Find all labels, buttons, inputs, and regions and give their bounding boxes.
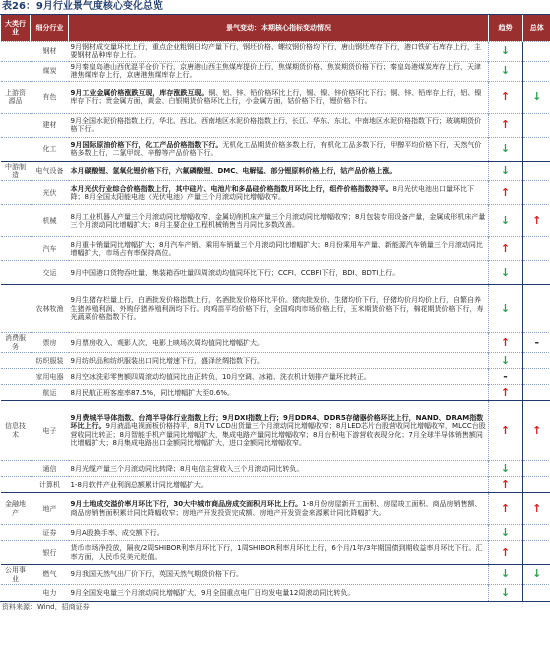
table-row: [1, 565, 550, 585]
trend-arrow-icon: ↓: [489, 61, 523, 81]
industry-cell: 化工: [42, 144, 57, 153]
description-highlight: 本月光伏行业综合价格指数上行，其中硅片、电池片和多晶硅价格指数月环比上行，组件价格指数持平。: [70, 184, 393, 193]
description-text: 8月民航正班客座率87.5%，同比增幅扩大至0.6%。: [70, 388, 234, 397]
description-text: 9月全国发电量三个月滚动同比增幅扩大，9月全国重点电厂日均发电量12周滚动同比转负。: [70, 588, 355, 597]
trend-arrow-icon: ↑: [489, 401, 523, 461]
table-row: [1, 285, 550, 333]
description-cell: [69, 161, 489, 181]
sector-cell: [1, 541, 31, 565]
table-row: [1, 461, 550, 477]
table-row: [1, 137, 550, 161]
trend-arrow-icon: ↑: [489, 181, 523, 205]
overall-arrow-icon: -: [523, 333, 550, 353]
description-highlight: 9月工业金属价格涨跌互现，库存涨跌互现。: [70, 88, 209, 97]
description-cell: [69, 181, 489, 205]
description-text: 9月中国港口货物吞吐量、集装箱吞吐量四周滚动均值同环比下行；CCFI、CCBFI下行，BDI、BDTI上行。: [70, 268, 400, 277]
industry-cell: 机械: [42, 216, 57, 225]
description-cell: [69, 385, 489, 401]
overall-arrow-icon: [523, 61, 550, 81]
industry-cell: 燃气: [42, 570, 57, 579]
overall-arrow-icon: ↓: [523, 81, 550, 113]
description-text: 1-8月软件产业利润总额累计同比增幅扩大。: [70, 480, 208, 489]
industry-overview-table: [0, 15, 550, 601]
description-cell: [69, 237, 489, 261]
trend-arrow-icon: ↑: [489, 237, 523, 261]
industry-cell: 钢材: [42, 47, 57, 56]
description-highlight: 9月土地成交溢价率月环比下行，30大中城市商品房成交面积月环比上行。: [70, 500, 303, 509]
source-note: 资料来源：Wind，招商证券: [0, 601, 550, 612]
description-cell: [69, 353, 489, 369]
sector-cell: [1, 113, 31, 137]
trend-arrow-icon: ↓: [489, 137, 523, 161]
table-row: [1, 369, 550, 385]
sector-cell: [1, 137, 31, 161]
table-row: [1, 333, 550, 353]
description-cell: [69, 113, 489, 137]
sector-cell: [1, 237, 31, 261]
table-row: [1, 113, 550, 137]
sector-cell: [1, 585, 31, 601]
overall-arrow-icon: ↑: [523, 493, 550, 525]
description-text: 8月工业机器人产量三个月滚动同比增幅收窄，金属切削机床产量三个月滚动同比增幅收窄；8月包装专用设备产量，金属成形机床产量三个月滚动同比增幅扩大；8月主要企业工程机械销售当月同比多数改善。: [70, 212, 486, 229]
sector-cell: [1, 261, 31, 285]
description-highlight: 9月国际原油价格下行，化工产品价格指数下行。: [70, 140, 223, 149]
description-text: 9月全国水泥价格指数上行，华北、西北、西南地区水泥价格指数上行，长江、华东、东北、中南地区水泥价格指数下行；玻璃期货价格下行。: [70, 116, 481, 134]
description-cell: [69, 61, 489, 81]
trend-arrow-icon: ↓: [489, 353, 523, 369]
overall-arrow-icon: [523, 161, 550, 181]
industry-cell: 农林牧渔: [35, 304, 64, 313]
overall-arrow-icon: ↑: [523, 205, 550, 237]
overall-arrow-icon: [523, 525, 550, 541]
trend-arrow-icon: ↓: [489, 161, 523, 181]
industry-cell: 纺织服装: [35, 356, 64, 365]
table-row: [1, 161, 550, 181]
description-text: 8月光伏电池出口量环比下降；8月全国太阳能电池（光伏电池）产量三个月滚动同比增幅收窄。: [70, 184, 474, 201]
industry-cell: 银行: [42, 548, 57, 557]
industry-cell: 通信: [42, 464, 57, 473]
sector-cell: 消费服务: [5, 334, 26, 351]
table-row: [1, 61, 550, 81]
overall-arrow-icon: [523, 181, 550, 205]
overall-arrow-icon: [523, 385, 550, 401]
description-cell: [69, 477, 489, 493]
industry-cell: 光伏: [42, 188, 57, 197]
description-cell: [69, 205, 489, 237]
description-text: 铜、铝、锌、铅价格环比上行，锡、镍、锌价格环比下行；铜、锌、铅库存上行，铝、镍库存下行；贵金属方面，黄金、白银期货价格环比上行，小金属方面，钴价格下行，锂价格下行。: [70, 88, 482, 106]
description-cell: [69, 42, 489, 62]
industry-cell: 票房: [42, 338, 57, 347]
description-cell: [69, 541, 489, 565]
overall-arrow-icon: [523, 461, 550, 477]
trend-arrow-icon: ↑: [489, 333, 523, 353]
description-text: 9月票房收入、观影人次、电影上映场次周均值同比增幅扩大。: [70, 338, 264, 347]
description-cell: [69, 285, 489, 333]
description-text: 无机化工品期货价格多数上行，有机化工品多数下行，甲醇平均价格下行，天然气价格多数上行，二氯甲烷、辛醇等产品价格下行。: [70, 140, 482, 158]
description-cell: [69, 137, 489, 161]
industry-cell: 证券: [42, 528, 57, 537]
table-row: [1, 205, 550, 237]
description-cell: [69, 401, 489, 461]
description-cell: [69, 493, 489, 525]
sector-cell: [1, 61, 31, 81]
header-overall: 总体: [523, 15, 550, 42]
overall-arrow-icon: [523, 477, 550, 493]
description-text: 8月重卡销量同比增幅扩大；8月汽车产销、乘用车销量三个月滚动同比增幅扩大；8月份乘用车产量、新能源汽车销量三个月滚动同比增幅扩大，市场占有率保持高位。: [70, 240, 483, 257]
trend-arrow-icon: ↑: [489, 493, 523, 525]
table-row: [1, 477, 550, 493]
trend-arrow-icon: ↓: [489, 42, 523, 62]
industry-cell: 地产: [42, 504, 57, 513]
description-text: 8月空冰洗彩零售额四周滚动均值同比由正转负，10月空调、冰箱、洗衣机计划排产量环比转正。: [70, 372, 371, 381]
sector-cell: [1, 385, 31, 401]
sector-cell: 金融地产: [5, 500, 26, 517]
description-text: 9月生猪存栏量上行，白酒批发价格指数上行，名酒批发价格环比平价。猪肉批发价、生猪均价下行，仔猪均价月均价上行，自繁自养生猪养殖利润、外购仔猪养殖利润均下行。肉鸡苗平均价格下行，全国鸡肉市场价格上行，玉米期货价格下行，棉花期货价格下行，寿光蔬菜价格指数下行。: [70, 296, 484, 322]
description-highlight: 本月碳酸锂、氢氧化锂价格下行，六氟磷酸锂、DMC、电解锰、部分锂原料价格上行，钴产品价格上涨。: [70, 166, 397, 175]
description-text: 9月纺织品和纺织服装出口同比增速下行，盛泽丝绸指数下行。: [70, 356, 264, 365]
table-row: [1, 181, 550, 205]
sector-cell: [1, 181, 31, 205]
overall-arrow-icon: [523, 113, 550, 137]
overall-arrow-icon: [523, 285, 550, 333]
description-text: 9月钢材成交量环比上行，重点企业粗钢日均产量下行，钢坯价格、螺纹钢价格均下行，唐山钢坯库存下行，港口铁矿石库存上行，主要钢材品种库存上行。: [70, 43, 481, 60]
header-sector: 大类行业: [1, 15, 31, 42]
description-cell: [69, 81, 489, 113]
table-row: [1, 525, 550, 541]
trend-arrow-icon: ↓: [489, 461, 523, 477]
table-row: [1, 585, 550, 601]
sector-cell: [1, 369, 31, 385]
table-row: [1, 353, 550, 369]
trend-arrow-icon: ↓: [489, 525, 523, 541]
sector-cell: [1, 42, 31, 62]
industry-cell: 电力: [42, 588, 57, 597]
sector-cell: [1, 205, 31, 237]
trend-arrow-icon: ↓: [489, 205, 523, 237]
table-row: [1, 237, 550, 261]
overall-arrow-icon: [523, 237, 550, 261]
header-industry: 细分行业: [31, 15, 69, 42]
header-description: 景气变动：本期核心指标变动情况: [69, 15, 489, 42]
sector-cell: [1, 477, 31, 493]
table-row: [1, 42, 550, 62]
trend-arrow-icon: ↓: [489, 585, 523, 601]
description-text: 9月秦皇岛港山西优混平仓价下行，京唐港山西主焦煤库提价上行，焦煤期货价格、焦炭期货价格下行；秦皇岛港煤炭库存上行，天津港焦煤库存上行，京唐港焦煤库存上行。: [70, 62, 481, 80]
industry-cell: 建材: [42, 120, 57, 129]
overall-arrow-icon: [523, 369, 550, 385]
industry-cell: 电气设备: [35, 166, 64, 175]
description-cell: [69, 461, 489, 477]
description-cell: [69, 585, 489, 601]
header-trend: 趋势: [489, 15, 523, 42]
overall-arrow-icon: [523, 261, 550, 285]
trend-arrow-icon: -: [489, 369, 523, 385]
industry-cell: 电子: [42, 426, 57, 435]
table-row: [1, 493, 550, 525]
overall-arrow-icon: [523, 137, 550, 161]
sector-cell: [1, 353, 31, 369]
description-text: 8月光缆产量三个月滚动同比转降；8月电信主营收入三个月滚动同比转负。: [70, 464, 304, 473]
sector-cell: [1, 461, 31, 477]
description-text: 1-8月份房屋新开工面积、房屋竣工面积、商品房销售额、商品房销售面积累计同比降幅收窄；房地产开发投资完成额、房地产开发资金来源累计同比降幅扩大。: [70, 500, 482, 517]
sector-cell: [1, 285, 31, 333]
description-cell: [69, 333, 489, 353]
sector-cell: 公用事业: [5, 566, 26, 583]
industry-cell: 计算机: [39, 480, 60, 489]
description-text: 货币市场净投放，隔夜/2周SHIBOR利率月环比下行，1周SHIBOR利率月环比上行，6个月/1年/3年期国债到期收益率月环比下行。汇率方面，人民币兑美元贬值。: [70, 544, 483, 561]
industry-cell: 家用电器: [35, 372, 64, 381]
industry-cell: 有色: [42, 92, 57, 101]
industry-cell: 汽车: [42, 244, 57, 253]
sector-cell: 信息技术: [5, 422, 26, 439]
description-cell: [69, 565, 489, 585]
description-text: 9月液晶电视面板价格持平，8月TV LCD出货量三个月滚动同比增幅收窄；8月LED芯片台股营收同比增幅收窄，MLCC台股营收同比转正；8月智能手机产量同比增幅扩大，集成电路产量同比增幅收窄；8月台积电下游营收表现分化；7月全球半导体销售额同比增幅扩大；8月集成电路出口金额同比增幅扩大，进口金额同比增幅收窄。: [70, 422, 486, 448]
trend-arrow-icon: ↑: [489, 81, 523, 113]
description-highlight: 9月费城半导体指数、台湾半导体行业指数上行；9月DXI指数上行；9月DDR4、DDR5存储器价格环比上行，NAND、DRAM指数环比上行。: [70, 413, 484, 431]
table-row: [1, 401, 550, 461]
description-cell: [69, 369, 489, 385]
overall-arrow-icon: [523, 353, 550, 369]
overall-arrow-icon: [523, 585, 550, 601]
sector-cell: 上游资源品: [5, 88, 26, 106]
table-row: [1, 261, 550, 285]
sector-cell: [1, 525, 31, 541]
trend-arrow-icon: ↓: [489, 285, 523, 333]
overall-arrow-icon: ↑: [523, 401, 550, 461]
trend-arrow-icon: ↑: [489, 477, 523, 493]
description-cell: [69, 261, 489, 285]
industry-cell: 煤炭: [42, 67, 57, 76]
industry-cell: 交运: [42, 268, 57, 277]
table-row: [1, 81, 550, 113]
overall-arrow-icon: ↓: [523, 565, 550, 585]
trend-arrow-icon: ↑: [489, 541, 523, 565]
table-row: [1, 541, 550, 565]
overall-arrow-icon: [523, 541, 550, 565]
description-text: 9月A股换手率、成交额下行。: [70, 528, 164, 537]
overall-arrow-icon: [523, 42, 550, 62]
trend-arrow-icon: ↓: [489, 565, 523, 585]
sector-cell: 中游制造: [5, 162, 26, 180]
trend-arrow-icon: ↑: [489, 113, 523, 137]
trend-arrow-icon: ↑: [489, 385, 523, 401]
table-row: [1, 385, 550, 401]
table-title: 表26：9月行业景气度核心变化总览: [0, 0, 550, 15]
description-cell: [69, 525, 489, 541]
description-text: 9月我国天然气出厂价下行，英国天然气期货价格下行。: [70, 570, 243, 579]
industry-cell: 航运: [42, 388, 57, 397]
trend-arrow-icon: ↓: [489, 261, 523, 285]
